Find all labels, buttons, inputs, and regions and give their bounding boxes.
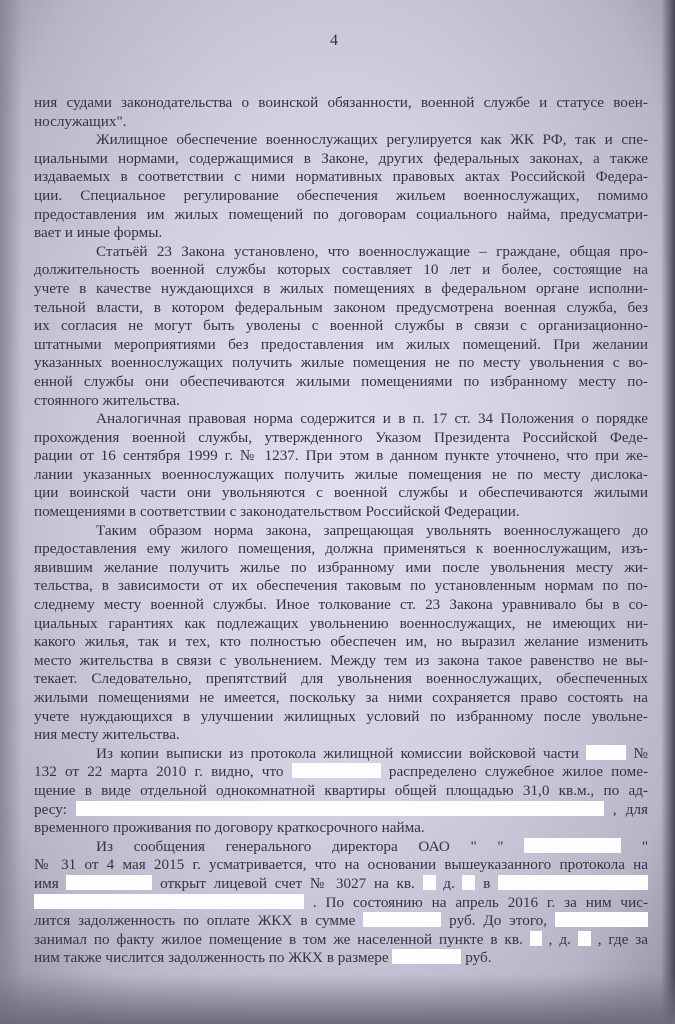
text-segment: издаваемых в соответствии с ними нормативных правовых актах Российской Федера-: [34, 168, 648, 186]
text-segment: Из сообщения генерального директора ОАО " ": [96, 837, 504, 855]
redaction-box: [392, 949, 461, 964]
text-segment: Аналогичная правовая норма содержится и в п. 17 ст. 34 Положения о порядке: [96, 410, 648, 428]
text-line: [34, 782, 648, 801]
text-line: [34, 615, 648, 634]
text-line: [34, 224, 648, 243]
text-segment: предоставления им жилых помещений по договорам социального найма, предусматри-: [34, 205, 648, 223]
text-segment: текает. Следовательно, препятствий для увольнения военнослужащих, обеспеченных: [34, 670, 648, 688]
text-segment: нослужащих".: [34, 112, 127, 130]
text-segment: распределено служебное жилое поме-: [388, 763, 649, 781]
text-line: [34, 670, 648, 689]
text-line: [34, 392, 648, 411]
text-line: [34, 354, 648, 373]
text-segment: 132 от 22 марта 2010 г. видно, что: [34, 763, 284, 781]
text-segment: №: [633, 744, 648, 762]
text-segment: рации от 16 сентября 1999 г. № 1237. При этом в данном пункте уточнено, что при же-: [34, 447, 648, 465]
text-line: [34, 522, 648, 541]
redaction-box: [462, 875, 475, 890]
text-line: [34, 261, 648, 280]
text-segment: учете нуждающихся в улучшении жилищных условий по избранному после увольне-: [34, 707, 648, 725]
text-segment: явившим желание получить жилье по избранному ими после увольнения месту жи-: [34, 558, 648, 576]
text-line: [34, 689, 648, 708]
text-segment: ния месту жительства.: [34, 726, 180, 744]
text-segment: . По состоянию на апрель 2016 г. за ним чис-: [312, 893, 648, 911]
text-segment: учете в качестве нуждающихся в жилых помещениях в федеральном органе исполни-: [34, 279, 648, 297]
text-segment: руб. До этого,: [449, 912, 548, 930]
text-segment: д.: [443, 874, 455, 892]
text-segment: прохождения военной службы, утвержденного Указом Президента Российской Феде-: [34, 428, 648, 446]
text-line: [34, 113, 648, 132]
text-segment: тельной власти, в котором федеральным законом предусмотрена военная служба, без: [34, 298, 648, 316]
redaction-box: [530, 931, 542, 946]
text-segment: циальными нормами, содержащимися в Законе, других федеральных законах, а также: [34, 149, 648, 167]
redaction-box: [76, 801, 604, 816]
document-body: [34, 94, 648, 968]
text-line: [34, 633, 648, 652]
redaction-box: [66, 875, 152, 890]
text-line: [34, 187, 648, 206]
redaction-box: [498, 875, 648, 890]
text-segment: какого жилья, так и тех, кто полностью обеспечен им, но выразил желание изменить: [34, 633, 648, 651]
text-segment: № 31 от 4 мая 2015 г. усматривается, что на основании вышеуказанного протокола на: [34, 856, 648, 874]
text-line: [34, 596, 648, 615]
text-segment: их согласия не могут быть уволены с военной службы в связи с организационно-: [34, 317, 648, 335]
text-segment: вает и иные формы.: [34, 224, 163, 242]
redaction-box: [363, 912, 441, 927]
text-segment: имя: [34, 874, 59, 892]
text-line: [34, 429, 648, 448]
text-line: [34, 317, 648, 336]
text-line: [34, 150, 648, 169]
text-segment: лится задолженность по оплате ЖКХ в сумме: [34, 912, 356, 930]
text-segment: жилыми помещениями не имеется, поскольку за ними сохраняется право состоять на: [34, 689, 648, 706]
text-line: [34, 559, 648, 578]
text-segment: ресу:: [34, 800, 67, 818]
text-line: [34, 838, 648, 857]
text-segment: Статьёй 23 Закона установлено, что военнослужащие – граждане, общая про-: [96, 242, 648, 260]
page-shadow-bottom: [0, 974, 675, 1024]
text-segment: руб.: [465, 949, 492, 967]
text-segment: , для: [612, 800, 649, 818]
redaction-box: [292, 763, 381, 778]
redaction-box: [524, 838, 621, 853]
text-line: [34, 856, 648, 875]
text-segment: тельства, в зависимости от их обеспечения таковым по установленным нормам по по-: [34, 577, 648, 595]
text-segment: ции воинской части они увольняются с военной службы и обеспечиваются жилыми: [34, 484, 648, 502]
text-line: [34, 206, 648, 225]
text-segment: ции. Специальное регулирование обеспечения жильем военнослужащих, помимо: [34, 186, 648, 204]
text-segment: ним также числится задолженность по ЖКХ в размере: [34, 949, 389, 967]
text-line: [34, 949, 648, 968]
text-line: [34, 577, 648, 596]
text-line: [34, 299, 648, 318]
text-line: [34, 745, 648, 764]
text-segment: стоянного жительства.: [34, 391, 180, 409]
text-segment: щение в виде отдельной однокомнатной квартиры общей площадью 31,0 кв.м., по ад-: [34, 781, 648, 799]
text-line: [34, 912, 648, 931]
text-line: [34, 94, 648, 113]
text-segment: Из копии выписки из протокола жилищной комиссии войсковой части: [96, 744, 579, 762]
text-segment: енной службы они обеспечиваются жилыми помещениями по избранному месту по-: [34, 372, 648, 390]
page-shadow-left: [0, 0, 22, 1024]
text-segment: помещениями в соответствии с законодательством Российской Федерации.: [34, 503, 520, 521]
text-line: [34, 410, 648, 429]
text-segment: ния судами законодательства о воинской обязанности, военной службе и статусе воен-: [34, 94, 648, 111]
text-line: [34, 466, 648, 485]
redaction-box: [423, 875, 436, 890]
page-number: 4: [330, 32, 338, 49]
text-line: [34, 168, 648, 187]
text-segment: циальных гарантиях как подлежащих увольнению военнослужащих, не имеющих ни-: [34, 614, 648, 632]
text-line: [34, 931, 648, 950]
text-line: [34, 708, 648, 727]
text-line: [34, 652, 648, 671]
text-segment: указанных военнослужащих получить жилые помещения не по месту увольнения с во-: [34, 354, 648, 372]
text-line: [34, 540, 648, 559]
text-line: [34, 280, 648, 299]
text-segment: в: [483, 874, 491, 892]
page-shadow-right: [661, 0, 675, 1024]
text-segment: , д.: [548, 930, 571, 948]
text-segment: должительность военной службы которых составляет 10 лет и более, состоящие на: [34, 261, 648, 279]
text-segment: ": [641, 837, 649, 855]
text-line: [34, 447, 648, 466]
text-line: [34, 819, 648, 838]
redaction-box: [34, 894, 304, 909]
text-segment: занимал по факту жилое помещение в том же населенной пункте в кв.: [34, 930, 523, 948]
text-line: [34, 801, 648, 820]
redaction-box: [555, 912, 648, 927]
text-line: [34, 894, 648, 913]
text-segment: Таким образом норма закона, запрещающая увольнять военнослужащего до: [96, 521, 648, 539]
text-segment: следнему месту военной службы. Иное толкование ст. 23 Закона уравнивало бы в со-: [34, 596, 648, 614]
text-segment: лании указанных военнослужащих получить жилые помещения не по месту дислока-: [34, 465, 648, 483]
redaction-box: [586, 745, 626, 760]
text-segment: штатными мероприятиями без предоставления им жилых помещений. При желании: [34, 335, 648, 353]
text-line: [34, 243, 648, 262]
text-segment: место жительства в связи с увольнением. Между тем из закона такое равенство не вы-: [34, 651, 648, 669]
text-line: [34, 373, 648, 392]
text-segment: открыт лицевой счет № 3027 на кв.: [160, 874, 415, 892]
text-line: [34, 763, 648, 782]
text-segment: временного проживания по договору краткосрочного найма.: [34, 819, 425, 837]
text-line: [34, 875, 648, 894]
text-segment: , где за: [597, 930, 649, 948]
text-line: [34, 726, 648, 745]
text-line: [34, 484, 648, 503]
text-segment: Жилищное обеспечение военнослужащих регулируется как ЖК РФ, так и спе-: [96, 131, 648, 149]
text-line: [34, 503, 648, 522]
text-line: [34, 131, 648, 150]
text-segment: предоставления ему жилого помещения, должна применяться к военнослужащим, изъ-: [34, 540, 648, 558]
redaction-box: [578, 931, 591, 946]
text-line: [34, 336, 648, 355]
